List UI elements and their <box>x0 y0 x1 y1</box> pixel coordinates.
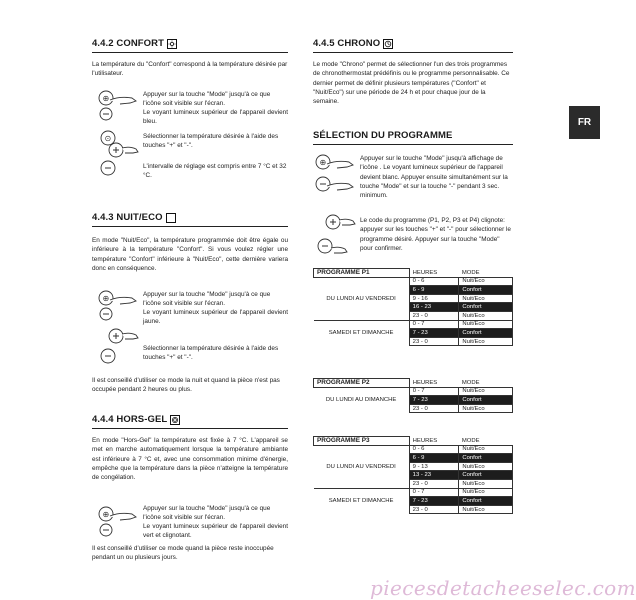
selection-step1: Appuyer sur le touche "Mode" jusqu'à affichage de l'icône . Le voyant lumineux supérieur de l'appareil devient blanc. Appuyer ensuite simultanément sur la touche "Mode" et sur la touche "-" pendant 3 sec. minimum. <box>360 155 508 200</box>
mode-cell: Confort <box>459 454 513 463</box>
confort-step1b: Le voyant lumineux supérieur de l'appareil devient bleu. <box>143 109 288 126</box>
svg-text:⊕: ⊕ <box>102 294 110 303</box>
chrono-title-text: 4.4.5 CHRONO <box>313 38 381 49</box>
hand-mode-icon <box>96 288 140 322</box>
hours-cell: 6 - 9 <box>409 454 459 463</box>
day-cell: DU LUNDI AU VENDREDI <box>326 463 396 470</box>
hours-cell: 23 - 0 <box>409 311 459 320</box>
hand-plus-minus-icon <box>313 212 357 258</box>
horsgel-note: Il est conseillé d'utiliser ce mode quand la pièce reste inoccupée pendant un ou plusieurs jours. <box>92 545 274 562</box>
hours-cell: 7 - 23 <box>409 396 459 405</box>
section-title-horsgel <box>92 414 180 425</box>
mode-cell: Nuit/Eco <box>459 479 513 488</box>
section-rule <box>313 52 513 53</box>
day-cell: DU LUNDI AU DIMANCHE <box>325 397 397 404</box>
nuit-step1: Appuyer sur la touche "Mode" jusqu'à ce que l'icône soit visible sur l'écran. <box>143 291 271 308</box>
section-title-selection <box>313 130 452 141</box>
col-mode: MODE <box>459 437 513 446</box>
hours-cell: 23 - 0 <box>409 505 459 514</box>
table-row <box>314 277 513 286</box>
confort-note: L'intervalle de réglage est compris entre 7 °C et 32 °C. <box>143 163 287 180</box>
section-title-confort <box>92 38 177 49</box>
section-rule <box>313 144 513 145</box>
hours-cell: 7 - 23 <box>409 329 459 338</box>
confort-step2: Sélectionner la température désirée à l'aide des touches "+" et "-". <box>143 133 279 150</box>
clock-icon <box>383 39 393 49</box>
snowflake-icon <box>170 415 180 425</box>
hours-cell: 16 - 23 <box>409 303 459 312</box>
mode-cell: Nuit/Eco <box>459 404 513 413</box>
program-table-p2 <box>313 378 513 413</box>
col-hours: HEURES <box>409 379 459 388</box>
section-title-chrono <box>313 38 393 49</box>
table-row <box>314 445 513 454</box>
section-title-nuit <box>92 212 176 223</box>
hand-plus-minus-icon <box>96 322 140 366</box>
hours-cell: 23 - 0 <box>409 479 459 488</box>
day-cell: DU LUNDI AU VENDREDI <box>326 295 396 302</box>
section-rule <box>92 226 288 227</box>
table-title: PROGRAMME P1 <box>314 269 410 278</box>
hours-cell: 9 - 16 <box>409 294 459 303</box>
col-hours: HEURES <box>409 269 459 278</box>
mode-cell: Nuit/Eco <box>459 337 513 346</box>
mode-cell: Nuit/Eco <box>459 445 513 454</box>
mode-cell: Nuit/Eco <box>459 505 513 514</box>
svg-text:⊕: ⊕ <box>319 158 327 167</box>
mode-cell: Nuit/Eco <box>459 488 513 497</box>
selection-title-text: SÉLECTION DU PROGRAMME <box>313 130 453 141</box>
horsgel-title-text: 4.4.4 HORS-GEL <box>92 414 168 425</box>
table-row <box>314 387 513 396</box>
mode-cell: Confort <box>459 497 513 506</box>
hand-mode-minus-icon <box>313 152 357 200</box>
day-cell: SAMEDI ET DIMANCHE <box>314 488 410 514</box>
table-title: PROGRAMME P3 <box>314 437 410 446</box>
svg-text:⊕: ⊕ <box>102 510 110 519</box>
section-rule <box>92 428 288 429</box>
svg-text:⊕: ⊕ <box>102 94 110 103</box>
horsgel-step1b: Le voyant lumineux supérieur de l'appareil devient vert et clignotant. <box>143 523 288 540</box>
mode-cell: Nuit/Eco <box>459 294 513 303</box>
table-title: PROGRAMME P2 <box>314 379 410 388</box>
section-rule <box>92 52 288 53</box>
nuit-intro: En mode "Nuit/Eco", la température programmée doit être égale ou inférieure à la température "Confort". Si vous voulez régler une température "Confort" inférieure à "Nuit/Eco", cette dernière variera donc en conséquence. <box>92 237 288 272</box>
mode-cell: Nuit/Eco <box>459 387 513 396</box>
hours-cell: 13 - 23 <box>409 471 459 480</box>
hours-cell: 0 - 7 <box>409 387 459 396</box>
hours-cell: 6 - 9 <box>409 286 459 295</box>
confort-intro: La température du "Confort" correspond à la température désirée par l'utilisateur. <box>92 61 288 78</box>
horsgel-step1: Appuyer sur la touche "Mode" jusqu'à ce que l'icône soit visible sur l'écran. <box>143 505 271 522</box>
mode-cell: Confort <box>459 286 513 295</box>
mode-cell: Nuit/Eco <box>459 320 513 329</box>
confort-title-text: 4.4.2 CONFORT <box>92 38 165 49</box>
col-mode: MODE <box>459 379 513 388</box>
mode-cell: Confort <box>459 329 513 338</box>
col-mode: MODE <box>459 269 513 278</box>
hand-plus-minus-icon <box>96 128 140 178</box>
selection-step2: Le code du programme (P1, P2, P3 et P4) clignote: appuyer sur les touches "+" et "-" pour sélectionner le programme désiré. Appuyer sur la touche "Mode" pour confirmer. <box>360 217 511 252</box>
nuit-step1b: Le voyant lumineux supérieur de l'appareil devient jaune. <box>143 309 288 326</box>
mode-cell: Confort <box>459 471 513 480</box>
hand-mode-icon <box>96 88 140 122</box>
sun-icon <box>167 39 177 49</box>
chrono-intro: Le mode "Chrono" permet de sélectionner l'un des trois programmes de chronothermostat prédéfinis ou le programme personnalisable. Ce dernier permet de définir plusieurs températures ("Confort" et "Nuit/Eco") sur une période de 24 h et pour chaque jour de la semaine. <box>313 61 510 106</box>
mode-cell: Nuit/Eco <box>459 277 513 286</box>
hand-mode-icon <box>96 504 140 538</box>
hours-cell: 9 - 13 <box>409 462 459 471</box>
nuit-step2: Sélectionner la température désirée à l'aide des touches "+" et "-". <box>143 345 279 362</box>
col-hours: HEURES <box>409 437 459 446</box>
hours-cell: 0 - 7 <box>409 488 459 497</box>
table-row <box>314 488 513 497</box>
watermark-text: piecesdetacheeselec.com <box>370 576 636 600</box>
hours-cell: 23 - 0 <box>409 404 459 413</box>
program-table-p3 <box>313 436 513 514</box>
language-tab: FR <box>569 106 600 139</box>
confort-step1: Appuyer sur la touche "Mode" jusqu'à ce que l'icône soit visible sur l'écran. <box>143 91 271 108</box>
day-cell: SAMEDI ET DIMANCHE <box>314 320 410 346</box>
hours-cell: 0 - 7 <box>409 320 459 329</box>
hours-cell: 23 - 0 <box>409 337 459 346</box>
hours-cell: 7 - 23 <box>409 497 459 506</box>
mode-cell: Nuit/Eco <box>459 311 513 320</box>
nuit-title-text: 4.4.3 NUIT/ECO <box>92 212 163 223</box>
nuit-note: Il est conseillé d'utiliser ce mode la nuit et quand la pièce n'est pas occupée pendant 2 heures ou plus. <box>92 377 280 394</box>
moon-icon <box>166 213 176 223</box>
horsgel-intro: En mode "Hors-Gel" la température est fixée à 7 °C. L'appareil se met en marche automatiquement lorsque la température ambiante est inférieure à 7 °C et, avec une consommation minime d'énergie, empêche que la température dans la pièce n'atteigne la température de congélation. <box>92 437 288 482</box>
mode-cell: Confort <box>459 396 513 405</box>
table-row <box>314 320 513 329</box>
svg-text:⊙: ⊙ <box>104 134 112 143</box>
hours-cell: 0 - 6 <box>409 445 459 454</box>
mode-cell: Nuit/Eco <box>459 462 513 471</box>
program-table-p1 <box>313 268 513 346</box>
hours-cell: 0 - 6 <box>409 277 459 286</box>
mode-cell: Confort <box>459 303 513 312</box>
